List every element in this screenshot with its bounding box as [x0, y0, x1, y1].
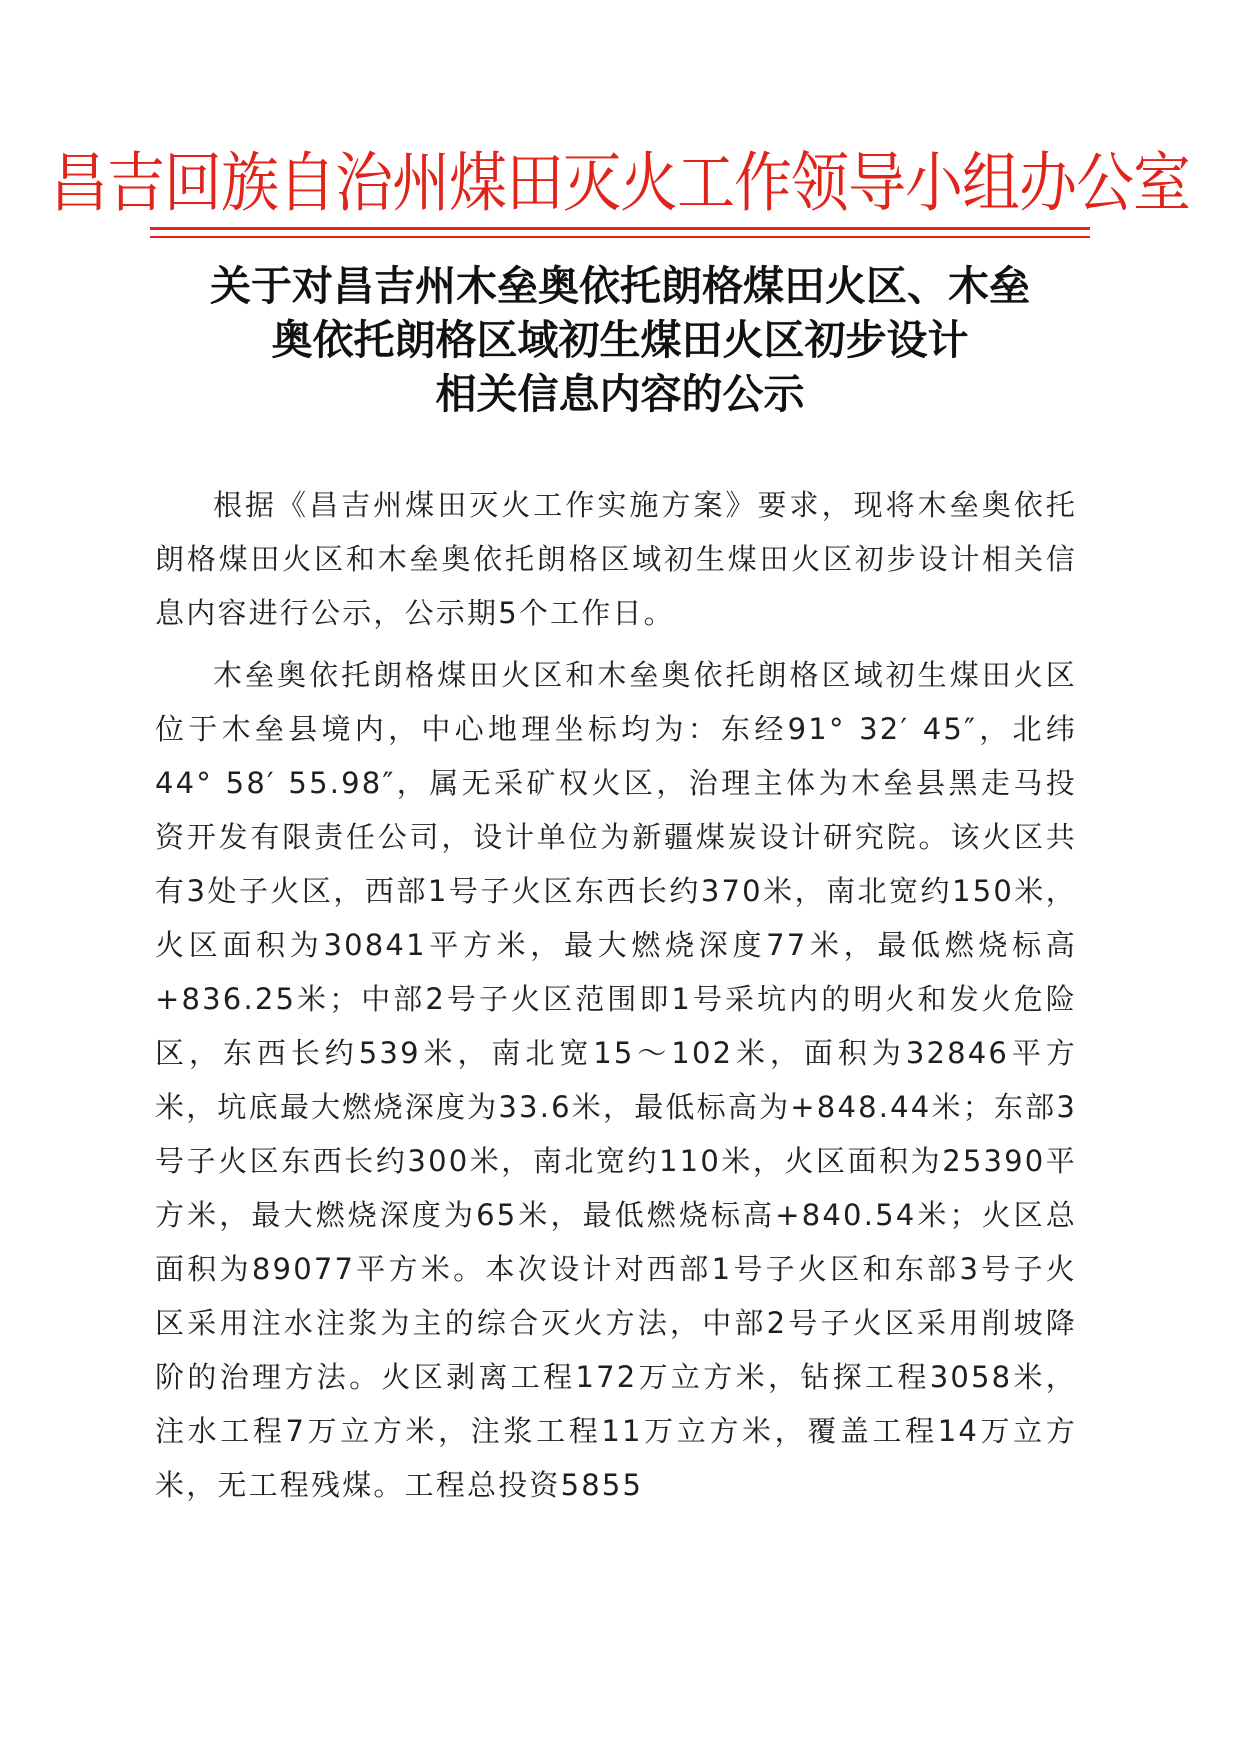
document-title	[140, 259, 1100, 421]
header-red-rule-thick	[150, 227, 1090, 230]
document-title-line-3: 相关信息内容的公示	[435, 370, 805, 418]
document-body	[155, 478, 1077, 1520]
issuing-office-title: 昌吉回族自治州煤田灭火工作领导小组办公室	[49, 144, 1190, 221]
body-paragraph-intro: 根据《昌吉州煤田灭火工作实施方案》要求，现将木垒奥依托朗格煤田火区和木垒奥依托朗格区域初生煤田火区初步设计相关信息内容进行公示，公示期5个工作日。	[155, 488, 1077, 630]
header-red-rule-thin	[150, 236, 1090, 238]
document-title-line-1: 关于对昌吉州木垒奥依托朗格煤田火区、木垒	[210, 262, 1030, 310]
body-paragraph-details: 木垒奥依托朗格煤田火区和木垒奥依托朗格区域初生煤田火区位于木垒县境内，中心地理坐标均为：东经91° 32′ 45″，北纬44° 58′ 55.98″，属无采矿权火区，治理主体为木垒县黑走马投资开发有限责任公司，设计单位为新疆煤炭设计研究院。该火区共有3处子火区，西部1号子火区东西长约370米，南北宽约150米，火区面积为30841平方米，最大燃烧深度77米，最低燃烧标高+836.25米；中部2号子火区范围即1号采坑内的明火和发火危险区，东西长约539米，南北宽15～102米，面积为32846平方米，坑底最大燃烧深度为33.6米，最低标高为+848.44米；东部3号子火区东西长约300米，南北宽约110米，火区面积为25390平方米，最大燃烧深度为65米，最低燃烧标高+840.54米；火区总面积为89077平方米。本次设计对西部1号子火区和东部3号子火区采用注水注浆为主的综合灭火方法，中部2号子火区采用削坡降阶的治理方法。火区剥离工程172万立方米，钻探工程3058米，注水工程7万立方米，注浆工程11万立方米，覆盖工程14万立方米，无工程残煤。工程总投资5855	[155, 658, 1077, 1502]
document-title-line-2: 奥依托朗格区域初生煤田火区初步设计	[271, 316, 969, 364]
